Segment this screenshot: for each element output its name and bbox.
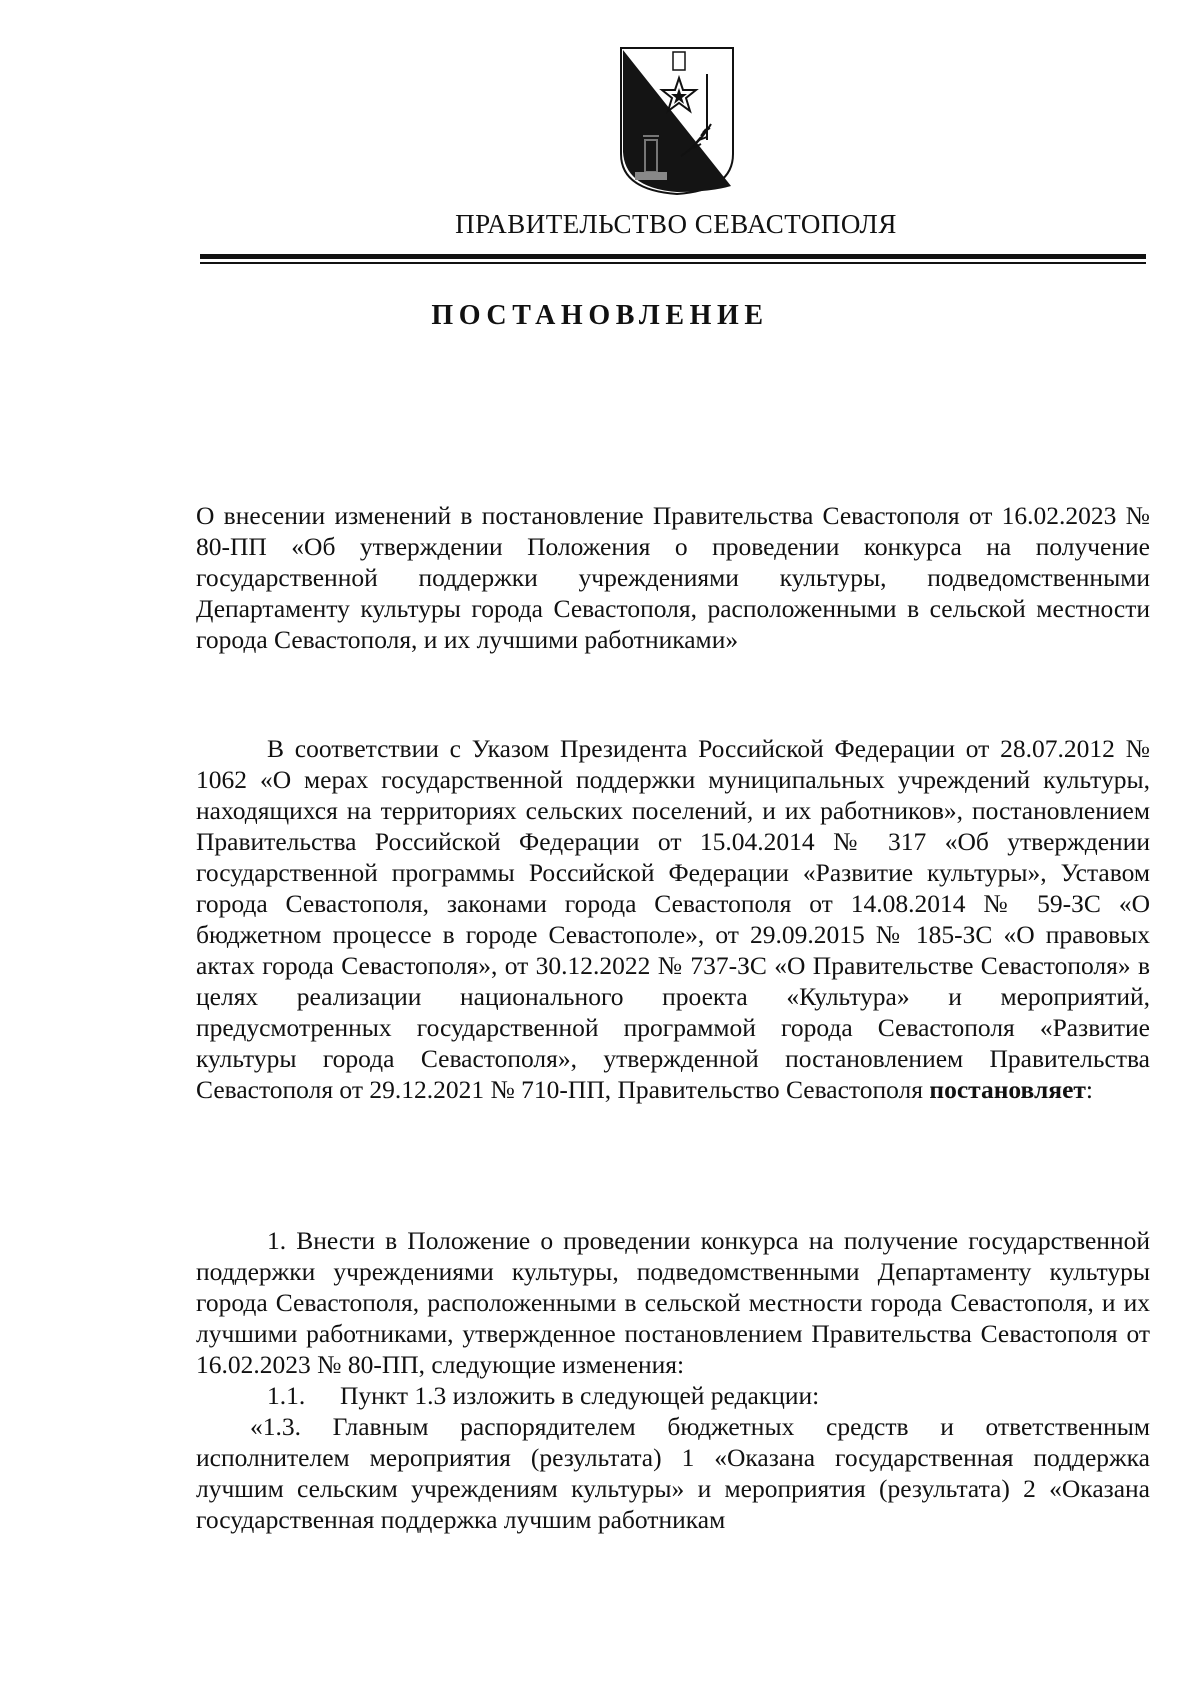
item-1: 1. Внести в Положение о проведении конкурса на получение государственной поддержки учреждениями культуры, подведомственными Департаменту культуры города Севастополя, расположенными в сельской местности города Севастополя, и их лучшими работниками, утвержденное постановлением Правительства Севастополя от 16.02.2023 № 80-ПП, следующие изменения: (196, 1226, 1150, 1379)
item-1-1-text: Пункт 1.3 изложить в следующей редакции: (340, 1381, 820, 1410)
amendments-section (196, 1225, 1150, 1535)
item-1-1-number: 1.1. (267, 1381, 306, 1410)
header-rule-thick (200, 254, 1146, 259)
item-1-1 (196, 1380, 1150, 1411)
preamble-text: В соответствии с Указом Президента Российской Федерации от 28.07.2012 № 1062 «О мерах государственной поддержки муниципальных учреждений культуры, находящихся на территориях сельских поселений, и их работников», постановлением Правительства Российской Федерации от 15.04.2014 № 317 «Об утверждении государственной программы Российской Федерации «Развитие культуры», Уставом города Севастополя, законами города Севастополя от 14.08.2014 № 59-ЗС «О бюджетном процессе в городе Севастополе», от 29.09.2015 № 185-ЗС «О правовых актах города Севастополя», от 30.12.2022 № 737-ЗС «О Правительстве Севастополя» в целях реализации национального проекта «Культура» и мероприятий, предусмотренных государственной программой города Севастополя «Развитие культуры города Севастополя», утвержденной постановлением Правительства Севастополя от 29.12.2021 № 710-ПП, Правительство Севастополя (196, 734, 1150, 1104)
quoted-point-1-3: «1.3. Главным распорядителем бюджетных средств и ответственным исполнителем мероприятия (результата) 1 «Оказана государственная поддержка лучшим сельским учреждениям культуры» и мероприятия (результата) 2 «Оказана государственная поддержка лучшим работникам (196, 1412, 1150, 1534)
header-rule-thin (200, 262, 1146, 264)
document-type: ПОСТАНОВЛЕНИЕ (431, 300, 769, 331)
coat-of-arms-icon (615, 44, 739, 196)
document-subject: О внесении изменений в постановление Правительства Севастополя от 16.02.2023 № 80-ПП «Об утверждении Положения о проведении конкурса на получение государственной поддержки учреждениями культуры, подведомственными Департаменту культуры города Севастополя, расположенными в сельской местности города Севастополя, и их лучшими работниками» (196, 501, 1150, 654)
government-name: ПРАВИТЕЛЬСТВО СЕВАСТОПОЛЯ (455, 209, 897, 239)
preamble-paragraph (196, 733, 1150, 1105)
preamble-end-mark: : (1085, 1075, 1094, 1104)
decision-word: постановляет (929, 1075, 1086, 1104)
